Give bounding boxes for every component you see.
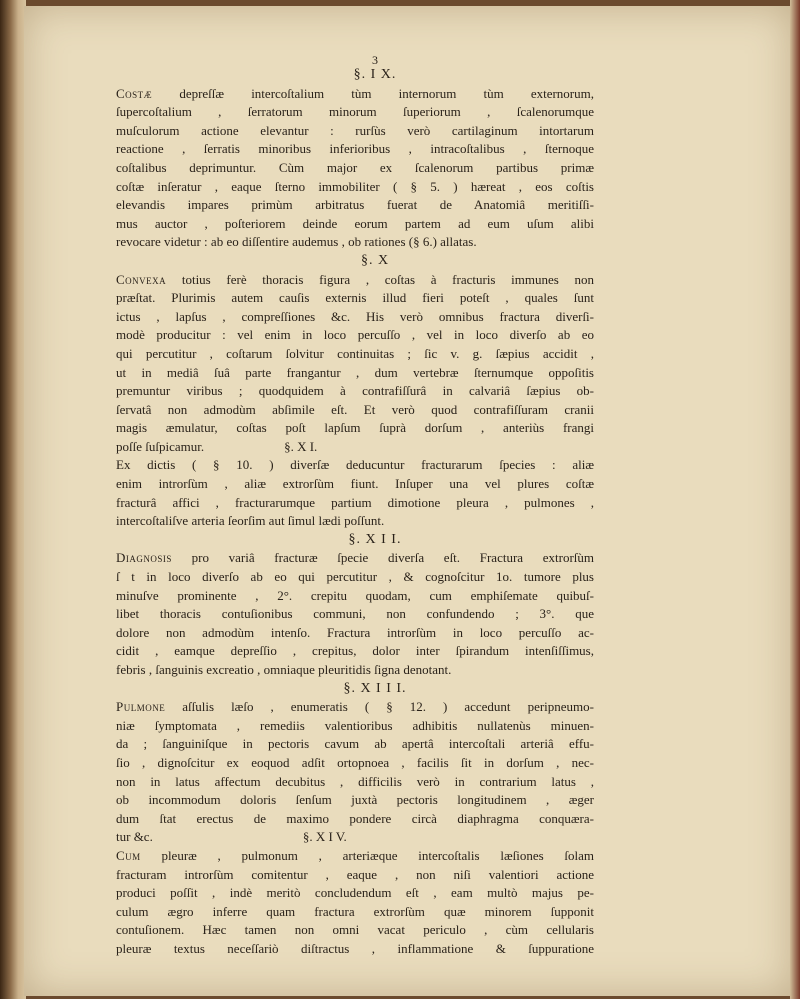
text-line: Diagnosis pro variâ fracturæ ſpecie diverſa eſt. Fractura extrorſùm — [116, 550, 594, 566]
text-line: minuſve prominente , 2°. crepitu quodam, cum emphiſemate quibuſ- — [116, 587, 594, 603]
book-spine — [0, 0, 26, 999]
text-line: enim introrſùm , aliæ extrorſùm fiunt. Inſuper una vel plures coſtæ — [116, 476, 594, 492]
text-line: produci poſſit , indè meritò concludendum eſt , eam multò majus pe- — [116, 885, 594, 901]
text-line: pleuræ textus neceſſariò diſtractus , inflammatione & ſuppuratione — [116, 940, 594, 956]
text-line: fracturâ affici , fracturarumque partium dimotione pleura , pulmones , — [116, 494, 594, 510]
text-line: reactione , ſerratis minoribus inferioribus , intracoſtalibus , ſternoque — [116, 141, 594, 157]
text-line: ſ t in loco diverſo ab eo qui percutitur , & cognoſcitur 1o. tumore plus — [116, 569, 594, 585]
lead-word: Diagnosis — [116, 550, 172, 566]
section-heading: §. X — [360, 252, 390, 268]
text-line: revocare videtur : ab eo diſſentire audemus , ob rationes (§ 6.) allatas. — [116, 234, 477, 250]
text-line: libet thoracis contuſionibus communi, non confundendo ; 3°. que — [116, 606, 594, 622]
text-line: elevandis impares primùm arbitratus fuerat de Anatomiâ meritiſſi- — [116, 197, 594, 213]
text-line: tur &c. §. X I V. — [116, 829, 347, 845]
text-line: cidit , eamque depreſſio , crepitus, dolor inter ſpirandum intenſiſſimus, — [116, 643, 594, 659]
section-heading: §. X I I I. — [343, 680, 407, 696]
section-heading: §. X I I. — [348, 531, 402, 547]
text-line: præſtat. Plurimis autem cauſis externis illud fieri poteſt , quales ſunt — [116, 290, 594, 306]
text-line: Cum pleuræ , pulmonum , arteriæque intercoſtalis læſiones ſolam — [116, 847, 595, 863]
text-line: mus auctor , poſteriorem deinde eorum partem ad eum uſum alibi — [116, 215, 594, 231]
text-line: ſupercoſtalium , ſerratorum minorum ſuperiorum , ſcalenorumque — [116, 104, 594, 120]
text-line: culum ægro inferre quam fractura extrorſùm quæ minorem ſupponit — [116, 903, 594, 919]
text-line: magis æmulatur, coſtas poſt lapſum ſuprà dorſum , anteriùs frangi — [116, 420, 594, 436]
text-line: qui percutitur , coſtarum ſolvitur continuitas ; ſic v. g. ſæpius accidit , — [116, 345, 594, 361]
lead-word: Costæ — [116, 85, 153, 101]
text-line: ut in mediâ ſuâ parte frangantur , dum vertebræ ſternumque oppoſitis — [116, 364, 594, 380]
text-line: ob incommodum doloris ſenſum juxtà pectoris longitudinem , æger — [116, 792, 594, 808]
text-line: muſculorum actione elevantur : rurſùs verò cartilaginum intortarum — [116, 122, 594, 138]
text-line: non in latus affectum decubitus , difficilis verò in contrarium latus , — [116, 773, 594, 789]
text-line: niæ ſymptomata , remediis valentioribus adhibitis nullatenùs minuen- — [116, 717, 594, 733]
lead-word: Convexa — [116, 271, 167, 287]
section-heading: §. I X. — [353, 67, 397, 82]
text-line: dolore non admodùm intenſo. Fractura introrſùm in loco percuſſo ac- — [116, 624, 594, 640]
text-line: fracturam introrſùm comitentur , eaque , non niſi valentiori actione — [116, 866, 594, 882]
text-line: ſervatâ non admodùm abſimile eſt. Et verò quod contrafiſſuram cranii — [116, 401, 594, 417]
text-line: Convexa totius ferè thoracis figura , coſtas à fracturis immunes non — [116, 271, 594, 287]
text-line: coſtæ inſeratur , eaque ſterno immobiliter ( § 5. ) hæreat , eos coſtis — [116, 178, 594, 194]
text-line: febris , ſanguinis excreatio , omniaque pleuritidis ſigna denotant. — [116, 662, 452, 677]
lead-word: Pulmone — [116, 699, 166, 715]
text-line: coſtalibus deprimuntur. Cùm major ex ſcalenorum partibus primæ — [116, 159, 594, 175]
text-line: premuntur viribus ; quodquidem à contrafiſſurâ in calvariâ ſæpius ob- — [116, 383, 594, 399]
text-line: ictus , lapſus , compreſſiones &c. His verò omnibus fractura diverſi- — [116, 308, 594, 324]
lead-word: Cum — [116, 847, 141, 863]
text-line: Ex dictis ( § 10. ) diverſæ deducuntur fracturarum ſpecies : aliæ — [116, 457, 594, 473]
text-line: da ; ſanguiniſque in pectoris cavum ab apertâ intercoſtali arteriâ effu- — [116, 736, 594, 752]
section-heading: §. X I. — [284, 438, 318, 454]
page-edge — [790, 0, 800, 999]
text-line: intercoſtaliſve arteria ſeorſim aut ſimul lædi poſſunt. — [116, 513, 385, 529]
section-heading: §. X I V. — [302, 829, 347, 845]
page-number: 3 — [372, 53, 378, 67]
text-line: Costæ depreſſæ intercoſtalium tùm internorum tùm externorum, — [116, 85, 594, 101]
text-line: contuſionem. Hæc tamen non omni vacat periculo , cùm cellularis — [116, 922, 594, 938]
text-line: dum ſtat erectus de maximo pondere circà diaphragma conquæra- — [116, 810, 594, 826]
book-page — [24, 6, 792, 996]
page-text — [116, 54, 594, 959]
text-line: ſio , dignoſcitur ex eoquod adſit ortopnoea , facilis ſit in dorſum , nec- — [116, 754, 594, 770]
text-line: Pulmone aſſulis læſo , enumeratis ( § 12. ) accedunt peripneumo- — [116, 699, 594, 715]
text-line: poſſe ſuſpicamur. §. X I. — [116, 438, 318, 454]
text-line: modè producitur : vel enim in loco percuſſo , vel in loco diverſo ab eo — [116, 327, 594, 343]
